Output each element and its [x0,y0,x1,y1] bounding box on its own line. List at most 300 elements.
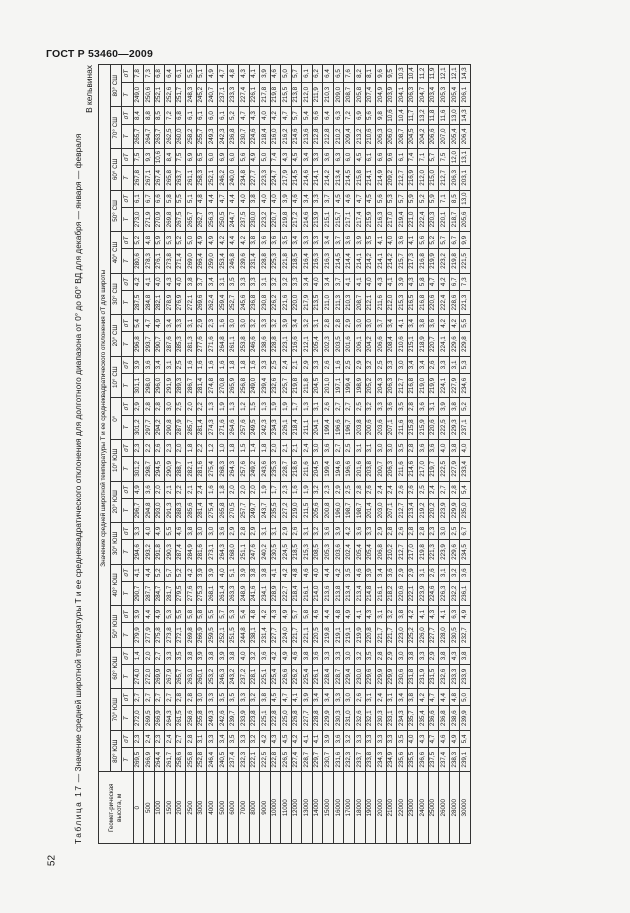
temperature-subheader: T [122,498,134,522]
sigma-cell: 3,0 [376,440,387,457]
sigma-cell: 3,0 [344,689,355,706]
temperature-cell: 208,7 [397,124,408,148]
temperature-cell: 236,8 [439,706,450,730]
temperature-cell: 261,7 [165,748,176,772]
temperature-cell: 213,6 [323,581,334,605]
temperature-cell: 288,7 [175,457,186,481]
altitude-cell: 2500 [186,772,197,844]
temperature-cell: 238,6 [449,706,460,730]
temperature-cell: 268,0 [228,540,239,564]
sigma-cell: 3,6 [344,232,355,249]
sigma-cell: 3,5 [228,689,239,706]
sigma-cell: 3,3 [207,730,218,747]
sigma-cell: 1,8 [238,356,249,373]
temperature-cell: 217,3 [407,249,418,273]
sigma-cell: 3,9 [133,606,144,623]
sigma-cell: 4,9 [207,65,218,83]
sigma-cell: 3,1 [386,689,397,706]
sigma-cell: 3,4 [154,356,165,373]
temperature-cell: 216,0 [270,124,281,148]
sigma-cell: 4,1 [418,606,429,623]
temperature-cell: 208,5 [312,540,323,564]
sigma-cell: 3,2 [365,398,376,415]
temperature-cell: 229,3 [449,415,460,439]
sigma-cell: 1,8 [228,356,239,373]
temperature-cell: 235,7 [407,706,418,730]
sigma-cell: 4,1 [312,730,323,747]
subheader-row [122,65,134,844]
temperature-cell: 212,7 [397,166,408,190]
sigma-cell: 3,4 [323,273,334,290]
sigma-cell: 2,2 [144,440,155,457]
sigma-cell: 5,3 [165,232,176,249]
temperature-cell: 260,0 [175,124,186,148]
sigma-cell: 3,0 [238,315,249,332]
sigma-cell: 2,3 [281,481,292,498]
temperature-cell: 211,6 [376,290,387,314]
sigma-cell: 4,0 [407,730,418,747]
sigma-cell: 5,1 [186,190,197,207]
sigma-cell: 3,0 [354,315,365,332]
sigma-cell: 3,3 [365,730,376,747]
sigma-cell: 1,8 [186,440,197,457]
sigma-cell: 3,3 [207,689,218,706]
temperature-cell: 228,8 [312,706,323,730]
sigma-cell: 3,5 [281,232,292,249]
temperature-cell: 211,5 [302,498,313,522]
sigma-cell: 3,0 [386,440,397,457]
sigma-cell: 5,4 [133,315,144,332]
temperature-cell: 274,0 [133,664,144,688]
sigma-cell: 4,9 [154,606,165,623]
sigma-cell: 3,0 [397,647,408,664]
temperature-cell: 203,1 [460,166,471,190]
sigma-cell: 10,4 [397,107,408,124]
sigma-cell: 3,6 [386,564,397,581]
temperature-cell: 291,9 [165,373,176,397]
temperature-cell: 215,7 [397,249,408,273]
temperature-cell: 214,5 [291,166,302,190]
sigma-cell: 3,6 [354,523,365,540]
temperature-cell: 239,4 [260,373,271,397]
temperature-cell: 242,6 [217,706,228,730]
temperature-cell: 222,5 [260,748,271,772]
sigma-cell: 2,4 [302,440,313,457]
sigma-cell: 2,9 [407,564,418,581]
sigma-cell: 4,0 [270,190,281,207]
temperature-cell: 206,3 [376,124,387,148]
temperature-cell: 258,6 [186,706,197,730]
sigma-cell: 3,0 [397,356,408,373]
sigma-cell: 2,3 [323,481,334,498]
sigma-cell: 4,1 [354,273,365,290]
temperature-cell: 269,6 [196,290,207,314]
temperature-cell: 231,9 [418,664,429,688]
sigma-cell: 3,1 [196,730,207,747]
temperature-cell: 212,0 [418,166,429,190]
temperature-cell: 201,4 [365,498,376,522]
sigma-cell: 5,2 [460,398,471,415]
sigma-cell: 2,3 [165,440,176,457]
sigma-cell: 4,0 [144,523,155,540]
temperature-cell: 267,9 [165,664,176,688]
sigma-cell: 3,5 [217,689,228,706]
temperature-cell: 248,3 [186,83,197,107]
temperature-cell: 206,1 [460,83,471,107]
temperature-cell: 220,8 [365,623,376,647]
temperature-cell: 258,3 [196,166,207,190]
sigma-cell: 3,3 [175,315,186,332]
sigma-cell: 6,7 [460,523,471,540]
latitude-header: 30° СШ [110,273,122,315]
sigma-subheader: σT [122,232,134,249]
temperature-cell: 203,8 [365,457,376,481]
sigma-cell: 1,8 [228,440,239,457]
temperature-cell: 207,4 [365,83,376,107]
sigma-cell: 3,4 [312,689,323,706]
temperature-cell: 233,1 [386,706,397,730]
temperature-cell: 233,3 [449,664,460,688]
temperature-cell: 232,3 [344,748,355,772]
sigma-cell: 13,2 [418,107,429,124]
temperature-cell: 214,6 [291,124,302,148]
temperature-cell: 230,3 [333,706,344,730]
temperature-cell: 214,5 [344,166,355,190]
temperature-cell: 208,7 [344,83,355,107]
temperature-cell: 234,8 [238,166,249,190]
sigma-cell: 4,5 [291,149,302,166]
temperature-cell: 203,9 [386,83,397,107]
temperature-cell: 278,3 [144,249,155,273]
table-row [165,65,176,844]
sigma-subheader: σT [122,606,134,623]
temperature-cell: 256,3 [207,207,218,231]
sigma-cell: 5,9 [428,190,439,207]
temperature-cell: 262,7 [196,207,207,231]
sigma-cell: 4,3 [238,65,249,83]
altitude-cell: 28000 [449,772,460,844]
temperature-cell: 217,0 [407,540,418,564]
sigma-cell: 4,2 [133,273,144,290]
temperature-cell: 286,7 [186,373,197,397]
temperature-cell: 223,9 [418,581,429,605]
temperature-cell: 267,8 [133,166,144,190]
sigma-cell: 4,5 [281,730,292,747]
sigma-cell: 3,9 [238,564,249,581]
temperature-cell: 225,7 [281,373,292,397]
sigma-cell: 5,4 [460,730,471,747]
temperature-cell: 227,7 [302,706,313,730]
sigma-cell: 8,4 [165,149,176,166]
sigma-cell: 5,3 [386,190,397,207]
sigma-cell: 4,2 [217,232,228,249]
temperature-cell: 229,6 [449,332,460,356]
sigma-cell: 2,3 [154,730,165,747]
temperature-cell: 263,3 [228,581,239,605]
sigma-cell: 8,4 [133,107,144,124]
temperature-cell: 264,3 [228,457,239,481]
sigma-cell: 3,1 [165,356,176,373]
sigma-cell: 1,6 [249,356,260,373]
sigma-cell: 6,1 [365,149,376,166]
sigma-cell: 3,4 [302,190,313,207]
temperature-cell: 220,6 [428,415,439,439]
sigma-cell: 3,3 [333,689,344,706]
temperature-cell: 219,8 [281,207,292,231]
temperature-cell: 274,8 [207,373,218,397]
sigma-cell: 7,4 [407,149,418,166]
group-header: Значение средней широтной температуры T и ее среднеквадратического отклонения σT для широты [99,65,111,773]
temperature-cell: 204,2 [418,124,429,148]
sigma-cell: 5,7 [291,65,302,83]
sigma-cell: 5,0 [281,65,292,83]
temperature-cell: 216,8 [418,249,429,273]
table-caption-label: Таблица 17 [73,784,83,844]
sigma-cell: 5,6 [238,149,249,166]
sigma-cell: 4,0 [439,440,450,457]
sigma-cell: 3,8 [460,647,471,664]
sigma-cell: 2,9 [386,647,397,664]
sigma-cell: 3,2 [449,564,460,581]
temperature-cell: 205,4 [354,540,365,564]
temperature-cell: 211,6 [397,415,408,439]
temperature-cell: 210,2 [386,540,397,564]
sigma-cell: 2,9 [344,315,355,332]
temperature-cell: 205,2 [365,373,376,397]
temperature-cell: 224,6 [428,581,439,605]
altitude-cell: 5000 [217,772,228,844]
sigma-cell: 4,2 [260,730,271,747]
sigma-cell: 3,4 [302,149,313,166]
sigma-subheader: σT [122,523,134,540]
temperature-cell: 284,9 [186,540,197,564]
temperature-cell: 246,8 [228,249,239,273]
sigma-cell: 4,1 [249,65,260,83]
sigma-cell: 3,6 [260,647,271,664]
sigma-cell: 2,0 [249,481,260,498]
sigma-cell: 4,2 [418,689,429,706]
sigma-cell: 2,8 [323,315,334,332]
temperature-cell: 204,5 [312,373,323,397]
sigma-cell: 3,6 [418,398,429,415]
temperature-cell: 228,7 [281,457,292,481]
temperature-cell: 210,3 [344,290,355,314]
latitude-header: 50° СШ [110,190,122,232]
temperature-cell: 293,2 [144,540,155,564]
sigma-cell: 3,1 [312,315,323,332]
sigma-cell: 2,0 [175,440,186,457]
sigma-cell: 2,9 [397,564,408,581]
temperature-cell: 234,3 [397,706,408,730]
temperature-cell: 220,7 [428,332,439,356]
sigma-cell: 1,6 [207,356,218,373]
temperature-cell: 260,1 [196,664,207,688]
temperature-cell: 207,1 [386,415,397,439]
sigma-cell: 4,2 [186,564,197,581]
sigma-cell: 1,4 [249,440,260,457]
temperature-cell: 219,1 [333,623,344,647]
table-row [460,65,471,844]
sigma-cell: 2,9 [376,523,387,540]
sigma-cell: 4,1 [397,315,408,332]
sigma-cell: 3,1 [428,398,439,415]
temperature-cell: 258,2 [186,124,197,148]
sigma-cell: 3,0 [344,647,355,664]
temperature-cell: 237,4 [228,748,239,772]
temperature-cell: 227,9 [449,373,460,397]
temperature-cell: 255,8 [196,706,207,730]
sigma-cell: 3,0 [196,523,207,540]
sigma-cell: 7,1 [418,149,429,166]
sigma-cell: 4,7 [428,689,439,706]
temperature-cell: 213,6 [302,124,313,148]
temperature-cell: 215,3 [397,290,408,314]
sigma-cell: 4,4 [207,190,218,207]
temperature-cell: 205,6 [460,207,471,231]
temperature-cell: 281,4 [196,373,207,397]
temperature-cell: 251,5 [228,623,239,647]
sigma-cell: 6,4 [165,65,176,83]
sigma-cell: 4,5 [270,689,281,706]
temperature-cell: 224,6 [249,124,260,148]
sigma-cell: 6,1 [397,149,408,166]
sigma-cell: 4,9 [154,315,165,332]
sigma-cell: 3,9 [196,647,207,664]
table-row [397,65,408,844]
sigma-cell: 4,6 [291,647,302,664]
temperature-cell: 201,0 [323,373,334,397]
sigma-cell: 3,9 [333,523,344,540]
temperature-cell: 263,7 [175,166,186,190]
temperature-cell: 229,8 [460,332,471,356]
temperature-cell: 270,9 [154,207,165,231]
temperature-cell: 265,8 [165,166,176,190]
sigma-cell: 2,9 [228,523,239,540]
sigma-cell: 3,9 [207,564,218,581]
sigma-cell: 7,3 [144,65,155,83]
sigma-cell: 2,7 [165,689,176,706]
temperature-cell: 269,5 [133,748,144,772]
sigma-cell: 3,0 [228,315,239,332]
temperature-cell: 214,2 [323,166,334,190]
temperature-cell: 216,9 [407,166,418,190]
temperature-cell: 223,2 [260,207,271,231]
page-number: 52 [46,854,58,867]
sigma-cell: 12,0 [449,149,460,166]
temperature-cell: 219,8 [270,83,281,107]
temperature-cell: 216,1 [302,581,313,605]
temperature-cell: 257,6 [238,415,249,439]
sigma-cell: 4,1 [354,606,365,623]
sigma-cell: 5,2 [133,232,144,249]
sigma-cell: 3,2 [386,606,397,623]
sigma-cell: 4,3 [418,730,429,747]
sigma-cell: 9,6 [386,149,397,166]
temperature-cell: 229,6 [449,540,460,564]
temperature-cell: 252,1 [154,83,165,107]
sigma-subheader: σT [122,730,134,747]
sigma-cell: 7,2 [165,107,176,124]
temperature-cell: 226,1 [312,664,323,688]
sigma-cell: 4,2 [260,606,271,623]
temperature-cell: 271,6 [207,332,218,356]
sigma-cell: 2,6 [154,440,165,457]
sigma-subheader: σT [122,440,134,457]
sigma-cell: 1,6 [333,356,344,373]
temperature-cell: 281,7 [165,581,176,605]
temperature-cell: 217,2 [291,207,302,231]
temperature-subheader: T [122,166,134,190]
sigma-cell: 5,7 [397,190,408,207]
sigma-cell: 3,7 [333,232,344,249]
sigma-cell: 3,3 [302,232,313,249]
sigma-cell: 4,5 [333,190,344,207]
temperature-cell: 217,4 [354,207,365,231]
sigma-subheader: σT [122,356,134,373]
temperature-cell: 231,5 [428,664,439,688]
temperature-cell: 204,7 [418,83,429,107]
temperature-cell: 225,3 [270,249,281,273]
sigma-cell: 3,7 [376,315,387,332]
temperature-cell: 216,4 [302,249,313,273]
temperature-cell: 226,1 [249,83,260,107]
temperature-cell: 294,5 [154,457,165,481]
sigma-cell: 3,1 [270,523,281,540]
temperature-cell: 264,7 [144,124,155,148]
sigma-cell: 2,9 [281,523,292,540]
temperature-cell: 249,7 [249,498,260,522]
temperature-cell: 261,5 [175,706,186,730]
temperature-cell: 293,0 [154,498,165,522]
temperature-cell: 233,8 [365,748,376,772]
temperature-cell: 223,3 [260,166,271,190]
sigma-cell: 4,8 [333,606,344,623]
temperature-cell: 229,9 [376,664,387,688]
temperature-cell: 296,0 [154,373,165,397]
temperature-cell: 203,6 [333,540,344,564]
altitude-cell: 1000 [154,772,165,844]
temperature-cell: 249,0 [249,373,260,397]
sigma-cell: 8,1 [365,65,376,83]
sigma-cell: 5,1 [228,564,239,581]
table-body [133,65,471,844]
temperature-cell: 272,0 [133,706,144,730]
sigma-cell: 2,4 [428,481,439,498]
temperature-cell: 266,9 [154,706,165,730]
temperature-cell: 237,5 [238,207,249,231]
latitude-header: 60° ЮШ [110,647,122,689]
temperature-cell: 222,8 [270,748,281,772]
sigma-cell: 4,3 [428,606,439,623]
sigma-cell: 3,6 [418,440,429,457]
latitude-header: 80° СШ [110,65,122,108]
sigma-cell: 2,9 [354,356,365,373]
sigma-cell: 3,5 [397,398,408,415]
temperature-cell: 216,1 [376,581,387,605]
temperature-cell: 249,3 [207,124,218,148]
temperature-cell: 200,8 [323,498,334,522]
temperature-cell: 252,7 [228,290,239,314]
temperature-cell: 290,3 [165,540,176,564]
temperature-cell: 214,2 [386,249,397,273]
temperature-cell: 230,5 [449,623,460,647]
temperature-subheader: T [122,457,134,481]
sigma-cell: 3,6 [312,647,323,664]
temperature-cell: 273,8 [165,623,176,647]
temperature-cell: 209,2 [386,166,397,190]
sigma-cell: 5,2 [228,107,239,124]
temperature-cell: 221,6 [281,290,292,314]
